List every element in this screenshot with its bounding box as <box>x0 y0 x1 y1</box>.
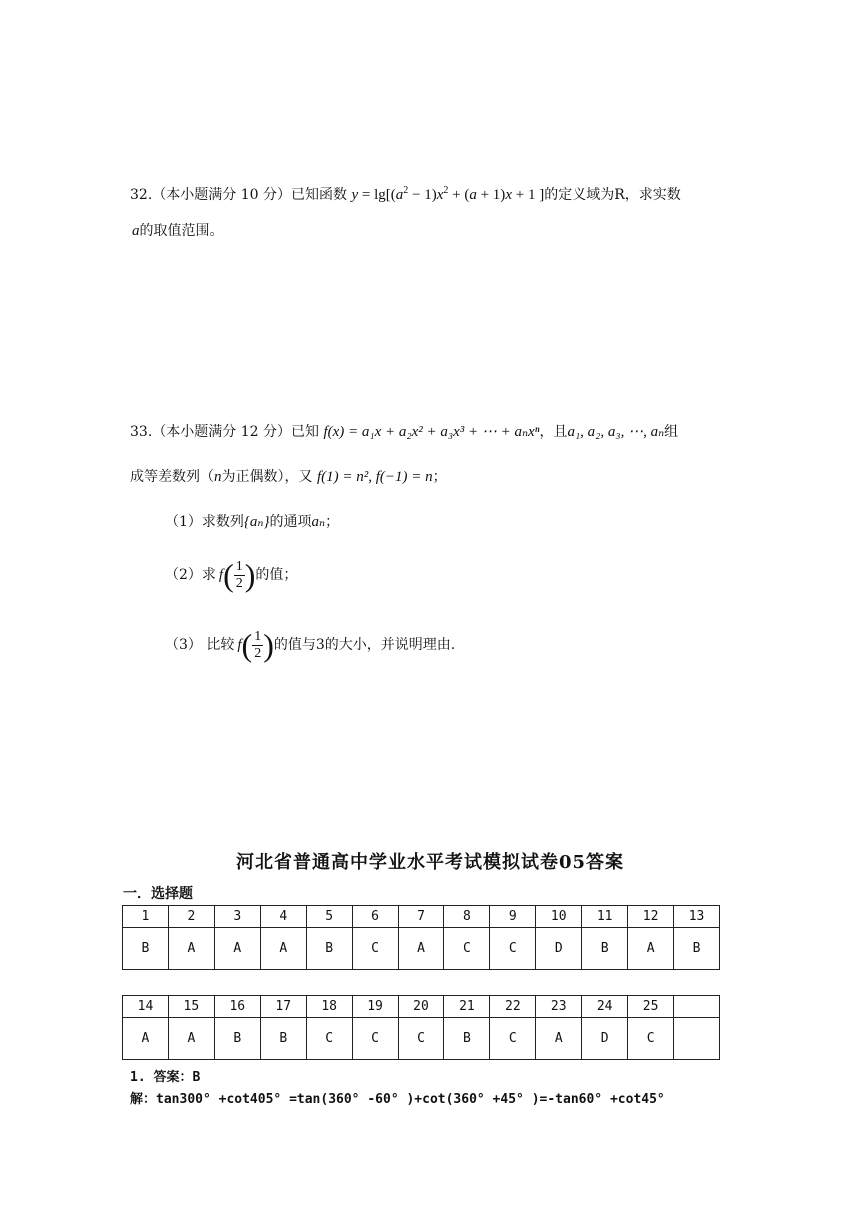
answer-cell: C <box>352 928 398 970</box>
answer-table-2 <box>122 995 720 1060</box>
question-number-cell: 13 <box>674 906 720 928</box>
answer-cell: B <box>214 1018 260 1060</box>
answer-table-2-answers <box>123 1018 720 1060</box>
q33-part3-end: 的值与3的大小，并说明理由. <box>273 637 456 653</box>
question-number-cell: 7 <box>398 906 444 928</box>
q32-line1 <box>130 185 681 205</box>
answer-cell: A <box>123 1018 169 1060</box>
question-number-cell: 21 <box>444 996 490 1018</box>
q32-formula: $y = \lg[(a^2 - 1)x^2 + (a + 1)x + 1$ ] <box>351 185 545 203</box>
question-number-cell: 24 <box>582 996 628 1018</box>
q33-line2b: 为正偶数），又 <box>221 469 313 485</box>
answer-cell: C <box>306 1018 352 1060</box>
q33-part1-mid: 的通项 <box>269 514 312 530</box>
solution-label: 解： <box>130 1092 157 1107</box>
answer-cell: A <box>398 928 444 970</box>
q33-part1-end: ； <box>325 514 340 530</box>
answer-cell: C <box>398 1018 444 1060</box>
answer-table-1-answers <box>123 928 720 970</box>
answer-cell: B <box>674 928 720 970</box>
answer-cell: C <box>628 1018 674 1060</box>
q33-part1 <box>165 512 339 532</box>
question-number-cell: 6 <box>352 906 398 928</box>
q33-part3-fraction: $\frac{1}{2}$ <box>254 628 262 661</box>
q33-line1 <box>130 422 678 442</box>
answer-1-label: 1. 答案：B <box>130 1070 201 1085</box>
q33-part3 <box>165 622 455 668</box>
answer-cell: B <box>123 928 169 970</box>
question-number-cell: 20 <box>398 996 444 1018</box>
q33-part3-f: f <box>237 637 242 653</box>
question-number-cell: 4 <box>260 906 306 928</box>
q33-condition: f(1) = n², f(−1) = n <box>316 469 433 485</box>
answer-cell: A <box>168 928 214 970</box>
q33-part3-lparen: ( <box>241 627 253 663</box>
answer-cell: A <box>214 928 260 970</box>
answer-cell: A <box>168 1018 214 1060</box>
answer-table-2-numbers <box>123 996 720 1018</box>
q33-part3-rparen: ) <box>263 627 274 663</box>
question-number-cell <box>674 996 720 1018</box>
answer-cell: C <box>490 1018 536 1060</box>
q33-seq: a₁, a₂, a₃, ⋯, aₙ <box>567 424 665 440</box>
question-number-cell: 23 <box>536 996 582 1018</box>
q33-part2-f: f <box>218 567 224 583</box>
question-number-cell: 18 <box>306 996 352 1018</box>
answer-cell: B <box>582 928 628 970</box>
question-number-cell: 14 <box>123 996 169 1018</box>
answer-cell: C <box>352 1018 398 1060</box>
q32-line2-text: 的取值范围。 <box>139 223 224 239</box>
q32-tag: （本小题满分 10 分） <box>152 187 291 203</box>
answer-title: 河北省普通高中学业水平考试模拟试卷05答案 <box>235 852 625 873</box>
q32-lead: 已知函数 <box>290 187 347 203</box>
question-number-cell: 22 <box>490 996 536 1018</box>
q33-part2-rparen: ) <box>244 557 256 593</box>
q32-tail: 的定义域为R，求实数 <box>544 187 681 203</box>
question-number-cell: 12 <box>628 906 674 928</box>
q32-var-a: a <box>132 223 140 239</box>
answer-table-1 <box>122 905 720 970</box>
q33-part2-fraction: $\frac{1}{2}$ <box>235 558 243 591</box>
q33-end: 组 <box>664 424 679 440</box>
answer-cell: B <box>444 1018 490 1060</box>
question-number-cell: 25 <box>628 996 674 1018</box>
q33-line2 <box>130 467 447 487</box>
answer-cell: A <box>536 1018 582 1060</box>
q33-line2c: ； <box>432 469 447 485</box>
q33-lead: 已知 <box>290 424 319 440</box>
answer-cell: D <box>582 1018 628 1060</box>
solution-text: tan300° +cot405° =tan(360° -60° )+cot(360° +45° )=-tan60° +cot45° <box>156 1092 665 1107</box>
q33-part1-an: aₙ <box>311 514 326 530</box>
q33-fx: f(x) = a₁x + a₂x² + a₃x³ + ⋯ + aₙxⁿ <box>323 424 540 440</box>
answer-cell: D <box>536 928 582 970</box>
q33-part1-label: （1）求数列 <box>165 514 244 530</box>
q33-tag: （本小题满分 12 分） <box>152 424 291 440</box>
answer-section-heading: 一．选择题 <box>123 886 193 902</box>
answer-1-solution <box>130 1088 665 1107</box>
answer-cell: C <box>444 928 490 970</box>
q32-number: 32. <box>130 187 153 203</box>
q33-mid: ，且 <box>539 424 568 440</box>
q33-line2a: 成等差数列（ <box>130 469 214 485</box>
answer-cell: B <box>260 1018 306 1060</box>
q33-part2-end: 的值； <box>255 567 298 583</box>
answer-cell: A <box>260 928 306 970</box>
question-number-cell: 16 <box>214 996 260 1018</box>
q33-part1-set: {aₙ} <box>243 514 270 530</box>
q33-part2-lparen: ( <box>223 557 234 593</box>
question-number-cell: 8 <box>444 906 490 928</box>
answer-cell: C <box>490 928 536 970</box>
q33-number: 33. <box>130 424 153 440</box>
q33-part2-label: （2）求 <box>165 567 216 583</box>
answer-table-1-numbers <box>123 906 720 928</box>
question-number-cell: 17 <box>260 996 306 1018</box>
question-number-cell: 9 <box>490 906 536 928</box>
q32-line2 <box>132 221 224 241</box>
question-number-cell: 1 <box>123 906 169 928</box>
question-number-cell: 11 <box>582 906 628 928</box>
question-number-cell: 3 <box>214 906 260 928</box>
question-number-cell: 2 <box>168 906 214 928</box>
question-number-cell: 5 <box>306 906 352 928</box>
q33-n: n <box>214 469 222 485</box>
question-number-cell: 19 <box>352 996 398 1018</box>
answer-cell: A <box>628 928 674 970</box>
q33-part3-label: （3） 比较 <box>165 637 235 653</box>
answer-cell: B <box>306 928 352 970</box>
question-number-cell: 10 <box>536 906 582 928</box>
question-number-cell: 15 <box>168 996 214 1018</box>
q33-part2 <box>165 552 297 598</box>
answer-cell <box>674 1018 720 1060</box>
